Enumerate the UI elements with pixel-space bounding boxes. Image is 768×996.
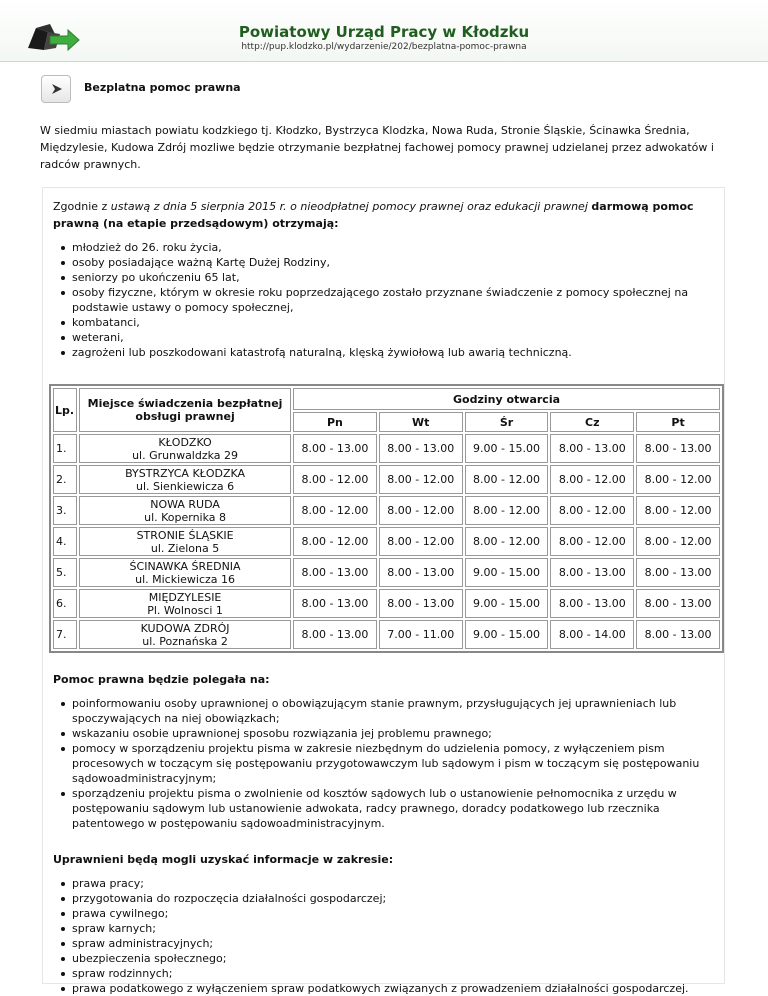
hours-table: [49, 384, 724, 653]
hours-cell: 8.00 - 12.00: [379, 465, 463, 494]
intro-text: W siedmiu miastach powiatu kodzkiego tj. Kłodzko, Bystrzyca Klodzka, Nowa Ruda, Stronie Śląskie, Ścinawka Średnia, Międzylesie, Kudowa Zdrój mozliwe będzie otrzymanie bezpłatnej fachowej pomocy prawnej udzielanej przez adwokatów i radców prawnych.: [40, 124, 714, 171]
hours-cell: 9.00 - 15.00: [465, 434, 549, 463]
table-row: [53, 496, 720, 525]
hours-cell: 8.00 - 12.00: [293, 465, 377, 494]
row-place: [79, 465, 291, 494]
day-mon: Pn: [293, 412, 377, 432]
list-item: prawa pracy;: [61, 876, 714, 891]
list-item: wskazaniu osobie uprawnionej sposobu rozwiązania jej problemu prawnego;: [61, 726, 714, 741]
row-place: [79, 527, 291, 556]
hours-cell: 8.00 - 12.00: [636, 527, 720, 556]
col-hours: Godziny otwarcia: [293, 388, 720, 410]
hours-cell: 8.00 - 12.00: [550, 527, 634, 556]
hours-cell: 8.00 - 13.00: [379, 558, 463, 587]
row-lp: 4.: [53, 527, 77, 556]
hours-cell: 8.00 - 12.00: [465, 496, 549, 525]
col-lp: Lp.: [53, 388, 77, 432]
col-place: Miejsce świadczenia bezpłatnej obsługi prawnej: [79, 388, 291, 432]
hours-cell: 7.00 - 11.00: [379, 620, 463, 649]
table-header-row: [53, 388, 720, 410]
hours-cell: 8.00 - 12.00: [379, 496, 463, 525]
hours-cell: 8.00 - 12.00: [636, 496, 720, 525]
hours-cell: 8.00 - 13.00: [550, 589, 634, 618]
hours-cell: 8.00 - 13.00: [636, 434, 720, 463]
table-row: [53, 558, 720, 587]
hours-cell: 8.00 - 13.00: [293, 620, 377, 649]
hours-cell: 8.00 - 13.00: [293, 434, 377, 463]
hours-cell: 8.00 - 13.00: [379, 589, 463, 618]
place-city: KUDOWA ZDRÓJ: [140, 621, 230, 635]
place-street: ul. Kopernika 8: [144, 510, 227, 524]
hours-cell: 9.00 - 15.00: [465, 620, 549, 649]
row-lp: 5.: [53, 558, 77, 587]
hours-cell: 8.00 - 13.00: [636, 558, 720, 587]
lead-bold: darmową pomoc prawną (na etapie przedsądowym) otrzymają:: [53, 200, 694, 230]
place-street: ul. Zielona 5: [150, 541, 220, 555]
hours-cell: 9.00 - 15.00: [465, 558, 549, 587]
hours-cell: 8.00 - 13.00: [379, 434, 463, 463]
place-street: ul. Poznańska 2: [142, 634, 228, 648]
arrow-right-icon: [51, 83, 63, 95]
place-city: MIĘDZYLESIE: [148, 590, 222, 604]
list-item: kombatanci,: [61, 315, 714, 330]
eligibility-lead: [53, 198, 714, 232]
day-fri: Pt: [636, 412, 720, 432]
list-item: spraw karnych;: [61, 921, 714, 936]
table-row: [53, 434, 720, 463]
list-item: zagrożeni lub poszkodowani katastrofą naturalną, klęską żywiołową lub awarią techniczną.: [61, 345, 714, 360]
place-city: BYSTRZYCA KŁODZKA: [125, 466, 246, 480]
place-city: STRONIE ŚLĄSKIE: [136, 528, 234, 542]
list-item: młodzież do 26. roku życia,: [61, 240, 714, 255]
hours-cell: 8.00 - 12.00: [293, 527, 377, 556]
row-lp: 7.: [53, 620, 77, 649]
place-street: ul. Sienkiewicza 6: [136, 479, 235, 493]
hours-cell: 9.00 - 15.00: [465, 589, 549, 618]
help-list: [53, 696, 714, 831]
list-item: przygotowania do rozpoczęcia działalności gospodarczej;: [61, 891, 714, 906]
row-place: [79, 620, 291, 649]
row-lp: 6.: [53, 589, 77, 618]
row-place: [79, 434, 291, 463]
table-row: [53, 465, 720, 494]
place-street: ul. Grunwaldzka 29: [132, 448, 239, 462]
lead-normal: Zgodnie z: [53, 200, 111, 213]
list-item: weterani,: [61, 330, 714, 345]
list-item: osoby fizyczne, którym w okresie roku poprzedzającego zostało przyznane świadczenie z pomocy społecznej na podstawie ustawy o pomocy społecznej,: [61, 285, 714, 315]
hours-cell: 8.00 - 13.00: [636, 589, 720, 618]
list-item: prawa cywilnego;: [61, 906, 714, 921]
help-heading: Pomoc prawna będzie polegała na:: [53, 673, 270, 686]
content-panel: [42, 187, 725, 995]
row-place: [79, 496, 291, 525]
info-list: [53, 876, 714, 996]
place-street: ul. Mickiewicza 16: [135, 572, 236, 586]
hours-cell: 8.00 - 12.00: [465, 527, 549, 556]
place-city: ŚCINAWKA ŚREDNIA: [129, 559, 241, 573]
day-tue: Wt: [379, 412, 463, 432]
table-row: [53, 527, 720, 556]
hours-cell: 8.00 - 13.00: [636, 620, 720, 649]
title-row: [0, 74, 768, 122]
row-lp: 1.: [53, 434, 77, 463]
site-title[interactable]: Powiatowy Urząd Pracy w Kłodzku: [238, 23, 530, 41]
hours-cell: 8.00 - 13.00: [550, 558, 634, 587]
page-title: Bezplatna pomoc prawna: [84, 81, 241, 94]
hours-cell: 8.00 - 12.00: [293, 496, 377, 525]
site-header: [0, 0, 768, 62]
hours-cell: 8.00 - 12.00: [465, 465, 549, 494]
hours-cell: 8.00 - 13.00: [293, 589, 377, 618]
page-url[interactable]: http://pup.klodzko.pl/wydarzenie/202/bezplatna-pomoc-prawna: [241, 42, 527, 52]
arrow-button[interactable]: [41, 75, 71, 103]
list-item: ubezpieczenia społecznego;: [61, 951, 714, 966]
row-place: [79, 589, 291, 618]
list-item: poinformowaniu osoby uprawnionej o obowiązującym stanie prawnym, przysługujących jej uprawnieniach lub spoczywających na niej obowiązkach;: [61, 696, 714, 726]
day-thu: Cz: [550, 412, 634, 432]
day-wed: Śr: [465, 412, 549, 432]
hours-cell: 8.00 - 14.00: [550, 620, 634, 649]
hours-cell: 8.00 - 12.00: [550, 496, 634, 525]
hours-cell: 8.00 - 12.00: [636, 465, 720, 494]
place-street: Pl. Wolnosci 1: [147, 603, 223, 617]
hours-cell: 8.00 - 12.00: [379, 527, 463, 556]
row-lp: 3.: [53, 496, 77, 525]
row-place: [79, 558, 291, 587]
list-item: prawa podatkowego z wyłączeniem spraw podatkowych związanych z prowadzeniem działalności gospodarczej.: [61, 981, 714, 996]
info-heading: Uprawnieni będą mogli uzyskać informacje w zakresie:: [53, 853, 394, 866]
list-item: spraw administracyjnych;: [61, 936, 714, 951]
hours-cell: 8.00 - 12.00: [550, 465, 634, 494]
hours-cell: 8.00 - 13.00: [293, 558, 377, 587]
list-item: pomocy w sporządzeniu projektu pisma w zakresie niezbędnym do udzielenia pomocy, z wyłączeniem pism procesowych w toczącym się postępowaniu przygotowawczym lub sądowym i pism w toczącym się postępowaniu sądowoadministracyjnym;: [61, 741, 714, 786]
list-item: seniorzy po ukończeniu 65 lat,: [61, 270, 714, 285]
list-item: osoby posiadające ważną Kartę Dużej Rodziny,: [61, 255, 714, 270]
list-item: spraw rodzinnych;: [61, 966, 714, 981]
place-city: NOWA RUDA: [150, 497, 220, 511]
list-item: sporządzeniu projektu pisma o zwolnienie od kosztów sądowych lub o ustanowienie pełnomocnika z urzędu w postępowaniu sądowym lub ustanowienie adwokata, radcy prawnego, doradcy podatkowego lub rzecznika patentowego w postępowaniu sądowoadministracyjnym.: [61, 786, 714, 831]
row-lp: 2.: [53, 465, 77, 494]
lead-law: ustawą z dnia 5 sierpnia 2015 r. o nieodpłatnej pomocy prawnej oraz edukacji prawnej: [110, 200, 588, 213]
table-row: [53, 620, 720, 649]
eligibility-list: [53, 240, 714, 360]
place-city: KŁODZKO: [158, 435, 212, 449]
hours-cell: 8.00 - 13.00: [550, 434, 634, 463]
table-row: [53, 589, 720, 618]
